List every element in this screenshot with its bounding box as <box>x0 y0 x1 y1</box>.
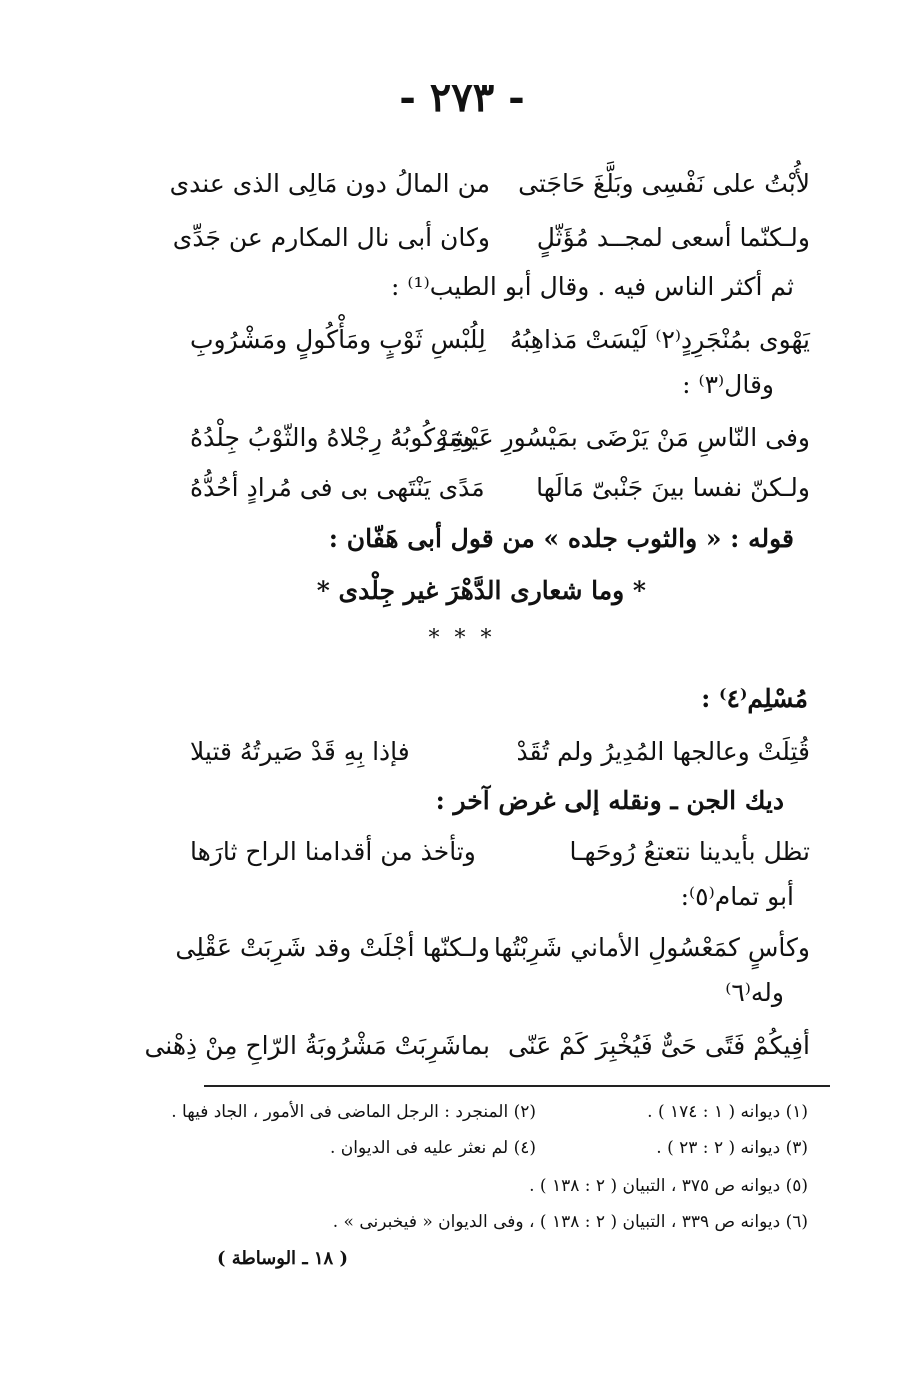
signature-mark: ( ١٨ ـ الوساطة ) <box>216 1248 348 1269</box>
second-hemistich: مَدًى يَنْتَهى بى فى مُرادٍ أحُدُّهُ <box>190 473 485 502</box>
prose-line: ديك الجن ـ ونقله إلى غرض آخر : <box>435 786 784 815</box>
prose-line: وقال⁽٣⁾ : <box>682 370 774 399</box>
first-hemistich: ولـكنّما أسعى لمجــد مُؤَثّلٍ <box>536 223 810 252</box>
first-hemistich: وكأسٍ كمَعْسُولِ الأماني شَرِبْتُها <box>493 933 810 962</box>
second-hemistich: وتأخذ من أقدامنا الراح ثارَها <box>190 837 476 866</box>
first-hemistich: تظل بأيدينا نتعتعُ رُوحَهـا <box>569 837 810 866</box>
second-hemistich: من المالُ دون مَالِى الذى عندى <box>169 169 490 198</box>
second-hemistich: ولـكنّها أجْلَتْ وقد شَرِبَتْ عَقْلِى <box>175 933 490 962</box>
verse-line <box>172 220 810 258</box>
prose-line: وله⁽٦⁾ <box>725 978 784 1007</box>
verse-line <box>190 734 810 772</box>
verse-line <box>175 930 810 968</box>
prose-line: ثم أكثر الناس فيه . وقال أبو الطيب⁽¹⁾ : <box>391 272 794 301</box>
verse-line <box>190 470 810 508</box>
verse-line <box>190 834 810 872</box>
footnote-3: (٣) ديوانه ( ٢ : ٢٣ ) . <box>656 1138 808 1158</box>
verse-line <box>169 166 810 204</box>
first-hemistich: يَهْوى بمُنْجَرِدٍ⁽٢⁾ لَيْسَتْ مَذاهِبُهُ <box>509 325 810 354</box>
verse-line <box>144 1028 810 1066</box>
first-hemistich: قُتِلَتْ وعالجها المُدِيرُ ولم تُقَدْ <box>516 737 810 766</box>
first-hemistich: ولـكنّ نفسا بينَ جَنْبىّ مَالَها <box>536 473 810 502</box>
second-hemistich: بماشَرِبَتْ مَشْرُوبَةُ الرّاحِ مِنْ ذِهْنى <box>144 1031 490 1060</box>
footnote-divider <box>204 1085 830 1087</box>
verse-line <box>190 420 810 458</box>
second-hemistich: ومَرْكُوبُهُ رِجْلاهُ والثّوْبُ جِلْدُهُ <box>190 423 475 452</box>
footnote-6: (٦) ديوانه ص ٣٣٩ ، التبيان ( ٢ : ١٣٨ ) ، وفى الديوان « فيخبرنى » . <box>332 1212 808 1232</box>
poet-heading: أبو تمام⁽٥⁾: <box>680 882 794 911</box>
second-hemistich: وكان أبى نال المكارم عن جَدِّى <box>172 223 490 252</box>
footnote-4: (٤) لم نعثر عليه فى الديوان . <box>329 1138 536 1158</box>
prose-line: قوله : « والثوب جلده » من قول أبى هَفّان : <box>328 524 794 553</box>
footnote-2: (٢) المنجرد : الرجل الماضى فى الأمور ، الجاد فيها . <box>171 1102 536 1122</box>
page-number: - ٢٧٣ - <box>399 74 525 121</box>
first-hemistich: أفِيكُمْ فَتًى حَىٌّ فَيُخْبِرَ كَمْ عَنّى <box>507 1031 810 1060</box>
section-separator: * * * <box>428 626 496 651</box>
quoted-verse: * وما شعارى الدَّهْرَ غير جِلْدى * <box>316 576 646 605</box>
footnote-5: (٥) ديوانه ص ٣٧٥ ، التبيان ( ٢ : ١٣٨ ) . <box>529 1176 808 1196</box>
second-hemistich: فإذا بِهِ قَدْ صَيرتُهُ قتيلا <box>190 737 410 766</box>
poet-heading: مُسْلِم⁽٤⁾ : <box>701 684 808 713</box>
first-hemistich: وفى النّاسِ مَنْ يَرْضَى بمَيْسُورِ عَيْشِهِ <box>435 423 810 452</box>
second-hemistich: لِلُبْسِ ثَوْبٍ ومَأْكُولٍ ومَشْرُوبِ <box>190 325 486 354</box>
first-hemistich: لأُبْتُ على نَفْسِى وبَلَّغَ حَاجَتى <box>518 169 810 198</box>
verse-line <box>190 322 810 360</box>
footnote-1: (١) ديوانه ( ١ : ١٧٤ ) . <box>647 1102 808 1122</box>
